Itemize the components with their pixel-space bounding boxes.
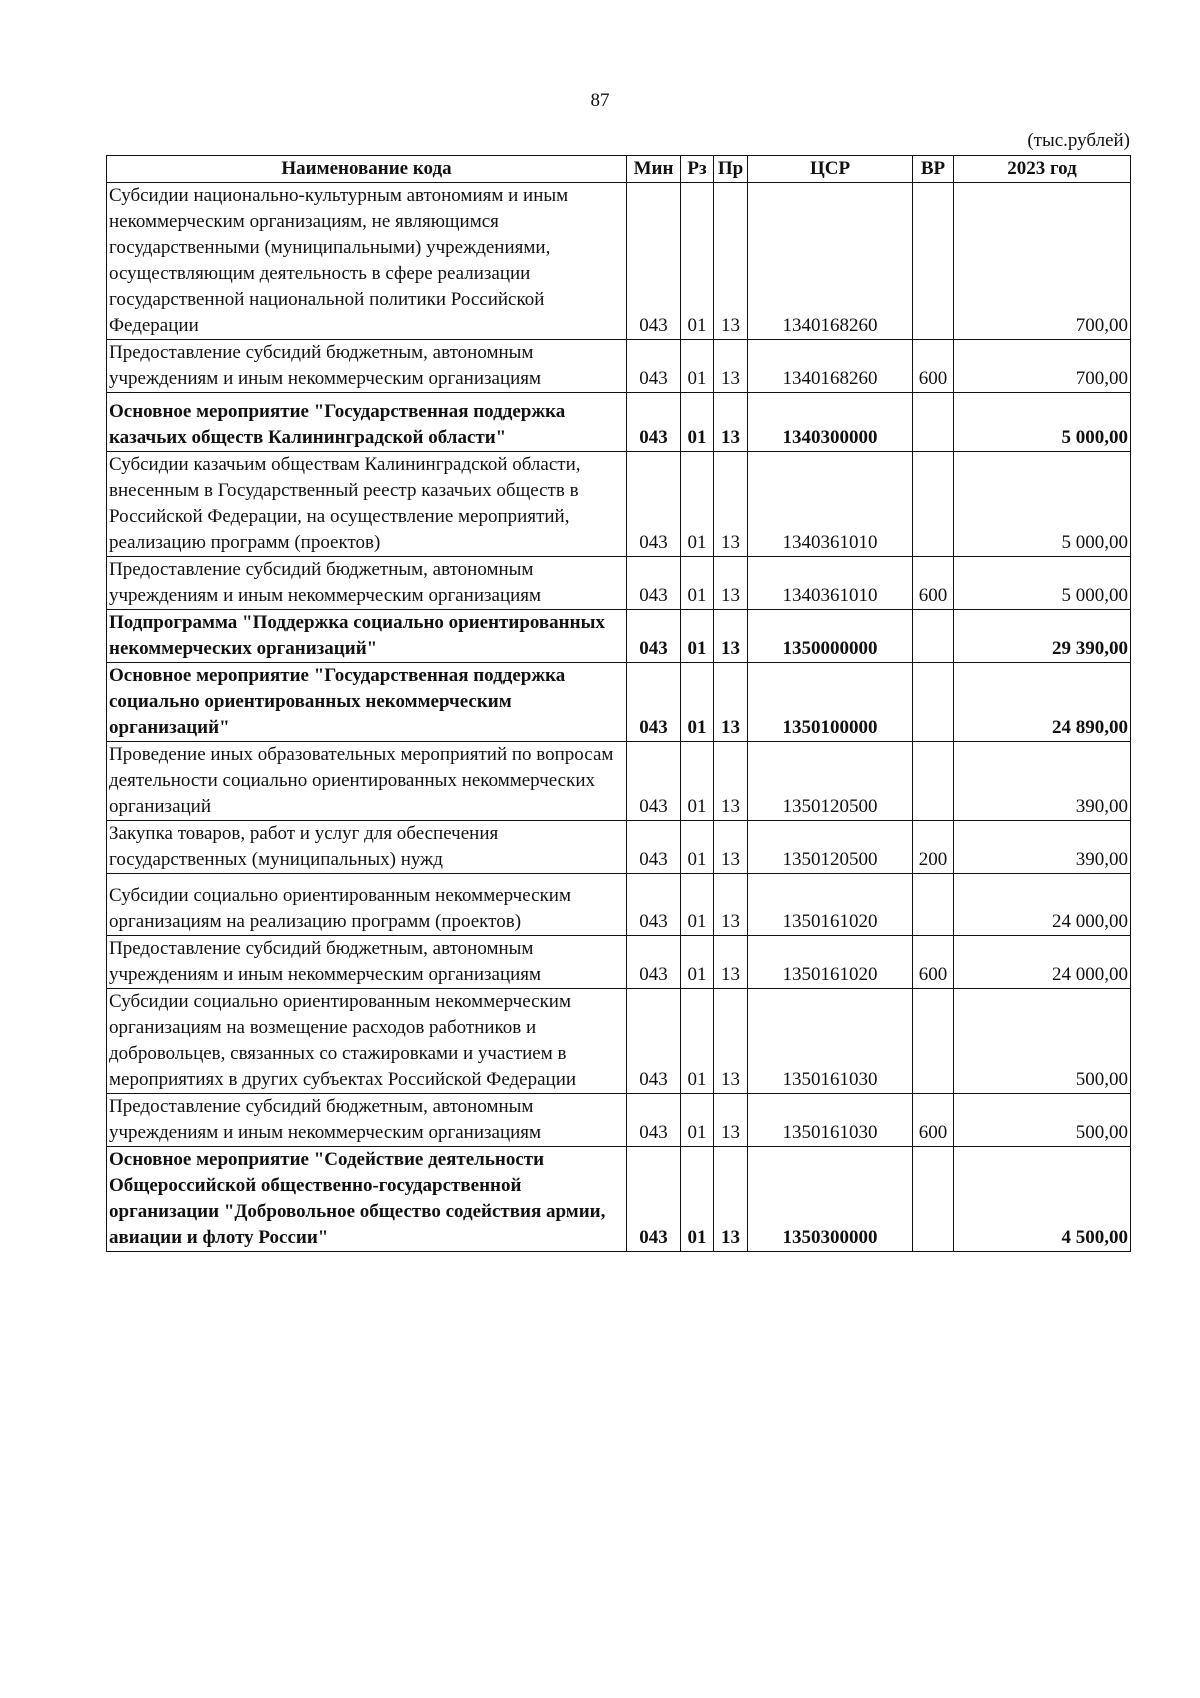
row-name: Субсидии социально ориентированным некоммерческим организациям на реализацию программ (проектов): [107, 874, 627, 936]
row-csr: 1340168260: [748, 340, 913, 393]
row-rz: 01: [681, 557, 714, 610]
row-vr: 600: [913, 1094, 954, 1147]
row-name: Основное мероприятие "Содействие деятельности Общероссийской общественно-государственной организации "Добровольное общество содействия армии, авиации и флоту России": [107, 1147, 627, 1252]
row-name: Субсидии казачьим обществам Калининградской области, внесенным в Государственный реестр казачьих обществ в Российской Федерации, на осуществление мероприятий, реализацию программ (проектов): [107, 452, 627, 557]
row-sum: 700,00: [954, 183, 1131, 340]
row-rz: 01: [681, 1094, 714, 1147]
row-min: 043: [627, 557, 681, 610]
row-csr: 1340300000: [748, 393, 913, 452]
table-header-row: [107, 156, 1131, 183]
row-csr: 1350120500: [748, 742, 913, 821]
row-csr: 1350161020: [748, 874, 913, 936]
row-min: 043: [627, 340, 681, 393]
row-min: 043: [627, 742, 681, 821]
row-rz: 01: [681, 874, 714, 936]
row-sum: 5 000,00: [954, 452, 1131, 557]
row-vr: 600: [913, 340, 954, 393]
row-csr: 1340361010: [748, 557, 913, 610]
row-vr: 600: [913, 936, 954, 989]
row-pr: 13: [714, 393, 748, 452]
row-pr: 13: [714, 1094, 748, 1147]
row-vr: 600: [913, 557, 954, 610]
table-row: [107, 936, 1131, 989]
row-csr: 1350000000: [748, 610, 913, 663]
header-vr: ВР: [913, 156, 954, 183]
row-csr: 1350161030: [748, 1094, 913, 1147]
row-pr: 13: [714, 452, 748, 557]
row-pr: 13: [714, 557, 748, 610]
row-name: Закупка товаров, работ и услуг для обеспечения государственных (муниципальных) нужд: [107, 821, 627, 874]
row-vr: [913, 1147, 954, 1252]
page-number: 87: [590, 90, 610, 111]
row-pr: 13: [714, 1147, 748, 1252]
table-row: [107, 742, 1131, 821]
row-sum: 390,00: [954, 742, 1131, 821]
row-pr: 13: [714, 742, 748, 821]
row-min: 043: [627, 610, 681, 663]
row-sum: 24 890,00: [954, 663, 1131, 742]
row-min: 043: [627, 989, 681, 1094]
row-sum: 24 000,00: [954, 936, 1131, 989]
row-sum: 4 500,00: [954, 1147, 1131, 1252]
row-vr: [913, 393, 954, 452]
row-name: Основное мероприятие "Государственная поддержка казачьих обществ Калининградской области": [107, 393, 627, 452]
row-min: 043: [627, 452, 681, 557]
row-sum: 700,00: [954, 340, 1131, 393]
row-min: 043: [627, 663, 681, 742]
row-pr: 13: [714, 821, 748, 874]
row-rz: 01: [681, 452, 714, 557]
row-name: Предоставление субсидий бюджетным, автономным учреждениям и иным некоммерческим организациям: [107, 557, 627, 610]
row-sum: 500,00: [954, 989, 1131, 1094]
row-rz: 01: [681, 393, 714, 452]
row-sum: 5 000,00: [954, 393, 1131, 452]
row-sum: 29 390,00: [954, 610, 1131, 663]
row-name: Подпрограмма "Поддержка социально ориентированных некоммерческих организаций": [107, 610, 627, 663]
row-vr: [913, 452, 954, 557]
table-body: [107, 183, 1131, 1252]
row-rz: 01: [681, 989, 714, 1094]
row-csr: 1350161030: [748, 989, 913, 1094]
row-name: Предоставление субсидий бюджетным, автономным учреждениям и иным некоммерческим организациям: [107, 936, 627, 989]
row-rz: 01: [681, 610, 714, 663]
row-min: 043: [627, 1147, 681, 1252]
row-vr: [913, 874, 954, 936]
row-pr: 13: [714, 610, 748, 663]
header-name: Наименование кода: [107, 156, 627, 183]
row-rz: 01: [681, 742, 714, 821]
row-vr: 200: [913, 821, 954, 874]
header-pr: Пр: [714, 156, 748, 183]
row-csr: 1340361010: [748, 452, 913, 557]
table-row: [107, 663, 1131, 742]
row-pr: 13: [714, 183, 748, 340]
row-rz: 01: [681, 821, 714, 874]
table-row: [107, 340, 1131, 393]
row-pr: 13: [714, 936, 748, 989]
row-rz: 01: [681, 663, 714, 742]
row-sum: 5 000,00: [954, 557, 1131, 610]
units-label: (тыс.рублей): [1027, 130, 1130, 151]
row-vr: [913, 742, 954, 821]
table-row: [107, 989, 1131, 1094]
table-row: [107, 821, 1131, 874]
row-vr: [913, 989, 954, 1094]
row-name: Предоставление субсидий бюджетным, автономным учреждениям и иным некоммерческим организациям: [107, 340, 627, 393]
table-row: [107, 1147, 1131, 1252]
row-rz: 01: [681, 340, 714, 393]
header-year: 2023 год: [954, 156, 1131, 183]
header-csr: ЦСР: [748, 156, 913, 183]
header-min: Мин: [627, 156, 681, 183]
table-row: [107, 393, 1131, 452]
row-rz: 01: [681, 1147, 714, 1252]
table-row: [107, 874, 1131, 936]
row-min: 043: [627, 183, 681, 340]
row-rz: 01: [681, 936, 714, 989]
row-vr: [913, 183, 954, 340]
row-pr: 13: [714, 663, 748, 742]
row-min: 043: [627, 1094, 681, 1147]
row-name: Субсидии социально ориентированным некоммерческим организациям на возмещение расходов работников и добровольцев, связанных со стажировками и участием в мероприятиях в других субъектах Российской Федерации: [107, 989, 627, 1094]
row-name: Предоставление субсидий бюджетным, автономным учреждениям и иным некоммерческим организациям: [107, 1094, 627, 1147]
row-csr: 1350300000: [748, 1147, 913, 1252]
row-name: Субсидии национально-культурным автономиям и иным некоммерческим организациям, не являющимся государственными (муниципальными) учреждениями, осуществляющим деятельность в сфере реализации государственной национальной политики Российской Федерации: [107, 183, 627, 340]
row-pr: 13: [714, 340, 748, 393]
row-pr: 13: [714, 874, 748, 936]
row-pr: 13: [714, 989, 748, 1094]
row-vr: [913, 610, 954, 663]
table-row: [107, 1094, 1131, 1147]
row-sum: 24 000,00: [954, 874, 1131, 936]
row-csr: 1350120500: [748, 821, 913, 874]
row-min: 043: [627, 936, 681, 989]
header-rz: Рз: [681, 156, 714, 183]
row-vr: [913, 663, 954, 742]
row-csr: 1340168260: [748, 183, 913, 340]
table-row: [107, 557, 1131, 610]
row-name: Проведение иных образовательных мероприятий по вопросам деятельности социально ориентированных некоммерческих организаций: [107, 742, 627, 821]
row-csr: 1350100000: [748, 663, 913, 742]
row-sum: 500,00: [954, 1094, 1131, 1147]
row-rz: 01: [681, 183, 714, 340]
table-row: [107, 183, 1131, 340]
row-name: Основное мероприятие "Государственная поддержка социально ориентированных некоммерческим организаций": [107, 663, 627, 742]
row-min: 043: [627, 821, 681, 874]
row-min: 043: [627, 874, 681, 936]
row-sum: 390,00: [954, 821, 1131, 874]
budget-table: [106, 155, 1131, 1252]
row-csr: 1350161020: [748, 936, 913, 989]
row-min: 043: [627, 393, 681, 452]
table-row: [107, 610, 1131, 663]
table-row: [107, 452, 1131, 557]
